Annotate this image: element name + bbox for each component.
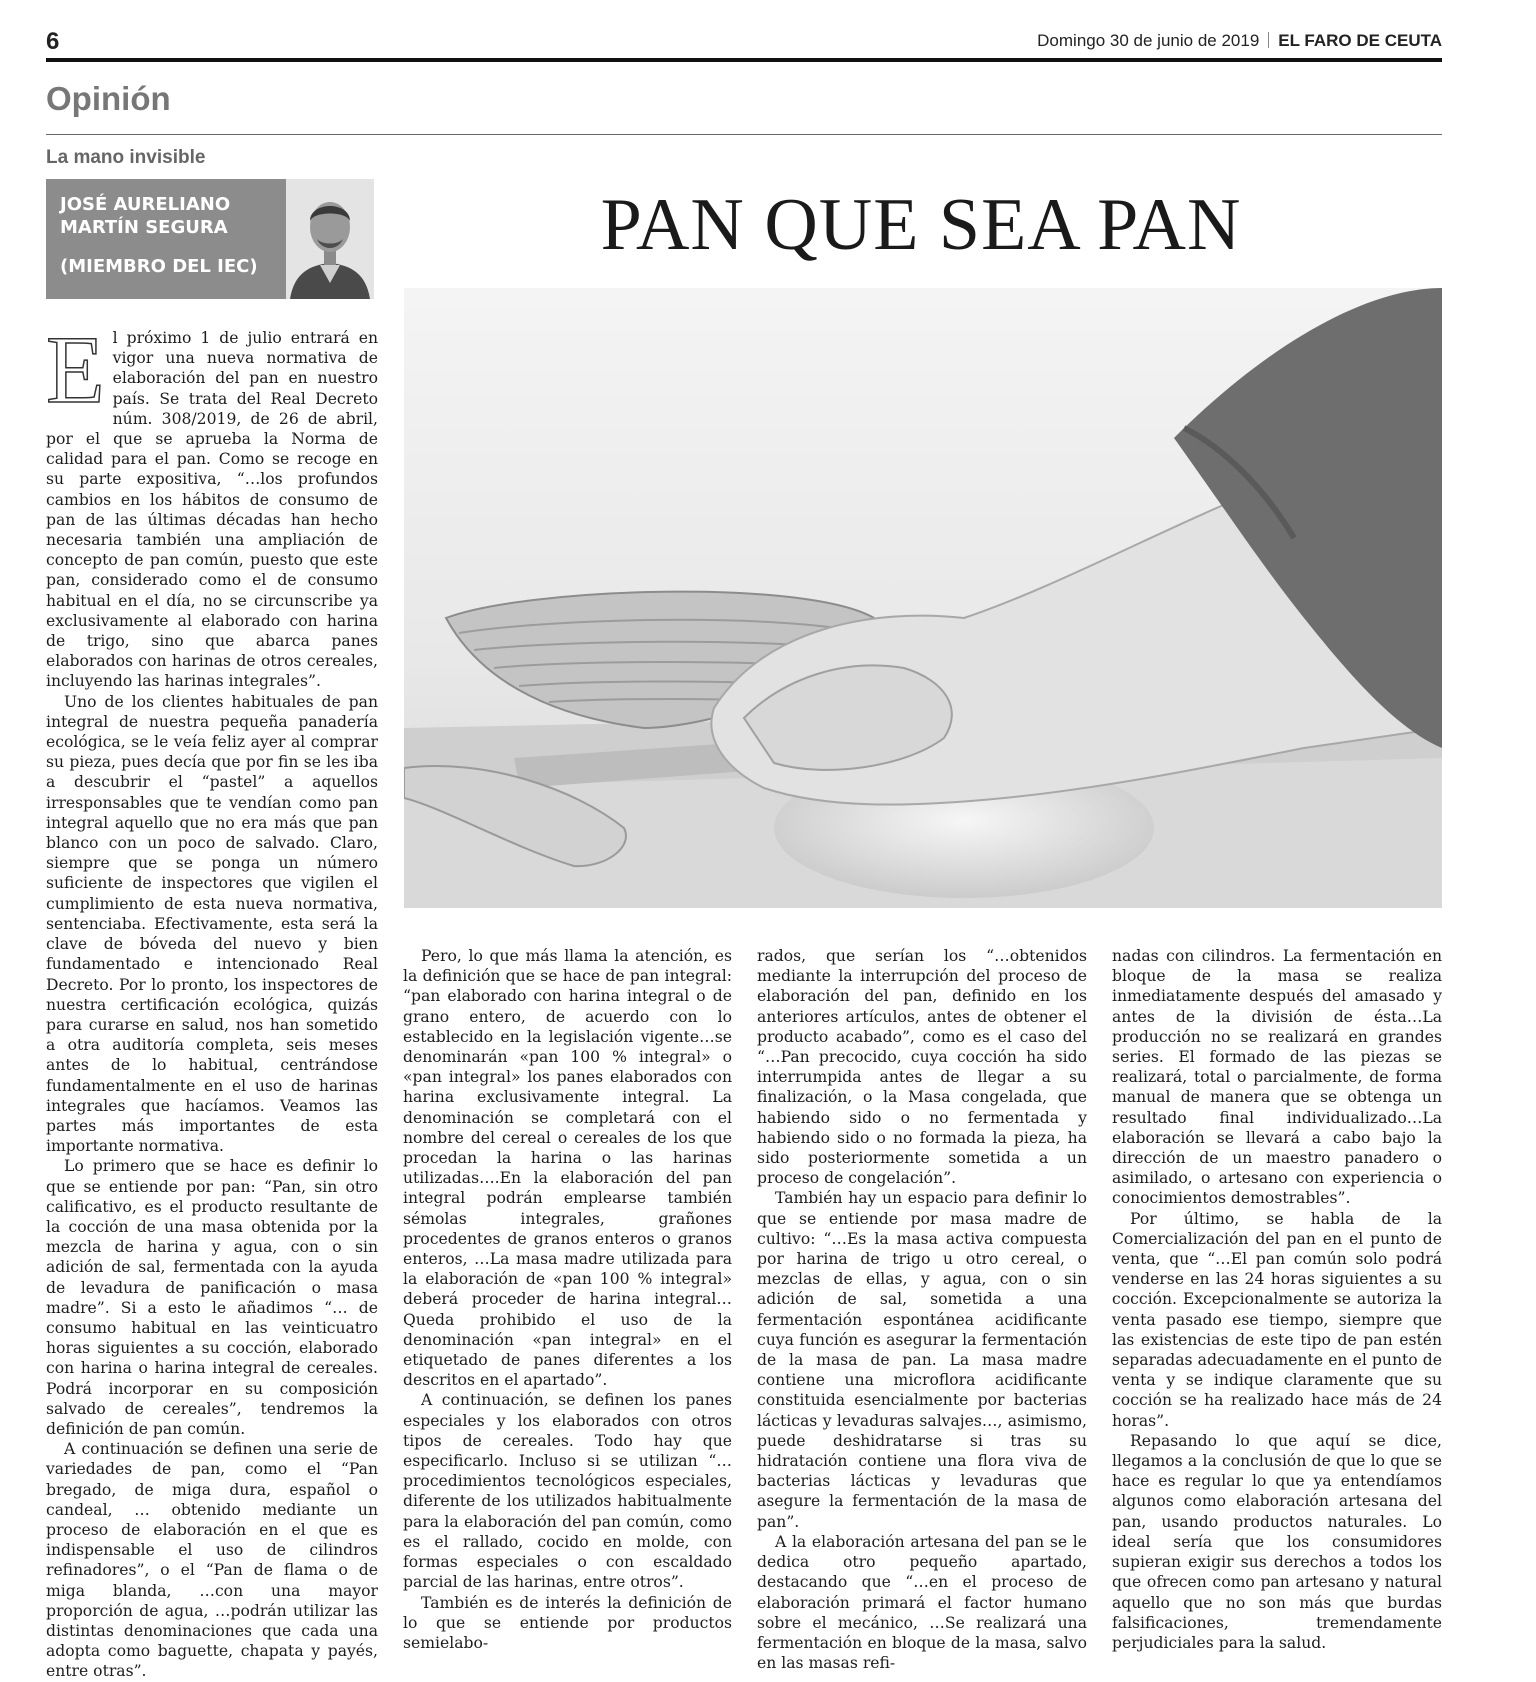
paragraph: Pero, lo que más llama la atención, es la definición que se hace de pan integral: “pan elaborado con harina integral o de grano entero, de acuerdo con lo establecido en la legislación vigente…se denominarán «pan 100 % integral» o «pan integral» los panes elaborados con harina exclusivamente integral. La denominación se completará con el nombre del cereal o cereales de los que procedan la harina o las harinas utilizadas….En la elaboración del pan integral podrán emplearse también sémolas integrales, grañones procedentes de granos enteros o granos enteros, …La masa madre utilizada para la elaboración de «pan 100 % integral» deberá proceder de harina integral…Queda prohibido el uso de la denominación «pan integral» en el etiquetado de panes diferentes a los descritos en el apartado”.: [403, 947, 732, 1390]
publication-name: EL FARO DE CEUTA: [1278, 31, 1442, 50]
issue-date: Domingo 30 de junio de 2019: [1037, 31, 1260, 50]
author-name-line1: JOSÉ AURELIANO: [60, 194, 231, 215]
paragraph: l próximo 1 de julio entrará en vigor una nueva normativa de elaboración del pan en nuestro país. Se trata del Real Decreto núm. 308/2019, de 26 de abril, por el que se aprueba la Norma de calidad para el pan. Como se recoge en su parte expositiva, “…los profundos cambios en los hábitos de consumo de pan de las últimas décadas han hecho necesaria también una ampliación de concepto de pan común, puesto que este pan, considerado como el de consumo habitual en el día, no se circunscribe ya exclusivamente al elaborado con harina de trigo, sino que abarca panes elaborados con harinas de otros cereales, incluyendo las harinas integrales”.: [46, 329, 378, 691]
paragraph: También hay un espacio para definir lo que se entiende por masa madre de cultivo: “…Es la masa activa compuesta por harina de trigo u otro cereal, o mezclas de ellas, y agua, con o sin adición de sal, sometida a una fermentación espontánea acidificante cuya función es asegurar la fermentación de la masa de pan. La masa madre contiene una microflora acidificante constituida esencialmente por bacterias lácticas y levaduras salvajes…, asimismo, puede deshidratarse si tras su hidratación contiene una flora viva de bacterias lácticas y levaduras que asegure la fermentación de la masa de pan”.: [757, 1189, 1087, 1531]
paragraph: Por último, se habla de la Comercialización del pan en el punto de venta, que “…El pan común solo podrá venderse en las 24 horas siguientes a su cocción. Excepcionalmente se autoriza la venta pasado ese tiempo, siempre que las existencias de este tipo de pan estén separadas adecuadamente en el punto de venta y se indique claramente que su cocción se ha realizado hace más de 24 horas”.: [1112, 1209, 1442, 1430]
section-title: Opinión: [46, 80, 171, 117]
paragraph: A la elaboración artesana del pan se le dedica otro pequeño apartado, destacando que “…en el proceso de elaboración primará el factor humano sobre el mecánico, …Se realizará una fermentación en bloque de la masa, salvo en las masas refi-: [757, 1532, 1087, 1673]
paragraph: Repasando lo que aquí se dice, llegamos a la conclusión de que lo que se hace es regular lo que ya entendíamos algunos como elaboración artesana del pan, usando productos naturales. Lo ideal sería que los consumidores supieran exigir sus derechos a todos los que ofrecen como pan artesano y natural aquello que no son más que burdas falsificaciones, tremendamente perjudiciales para la salud.: [1112, 1431, 1442, 1652]
top-rule: [46, 58, 1442, 62]
masthead: [1037, 31, 1442, 51]
paragraph: Uno de los clientes habituales de pan integral de nuestra pequeña panadería ecológica, se le veía feliz ayer al comprar su pieza, pues decía que por fin se les iba a descubrir el “pastel” a aquellos irresponsables que te vendían como pan integral aquello que no era más que pan blanco con un poco de salvado. Claro, siempre que se ponga un número suficiente de inspectores que vigilen el cumplimiento de esta nueva normativa, sentenciaba. Efectivamente, esta será la clave de bóveda del nuevo y bien fundamentado e intencionado Real Decreto. Por lo pronto, los inspectores de nuestra certificación ecológica, quizás para curarse en salud, nos han sometido a otra auditoría completa, seis meses antes de lo habitual, centrándose fundamentalmente en el uso de harinas integrales que hacíamos. Veamos las partes más importantes de esta importante normativa.: [46, 692, 378, 1156]
masthead-divider: [1268, 32, 1269, 48]
paragraph: A continuación, se definen los panes especiales y los elaborados con otros tipos de cereales. Todo hay que especificarlo. Incluso si se utilizan “…procedimientos tecnológicos especiales, diferente de los utilizados habitualmente para la elaboración del pan común, como es el rallado, cocido en molde, con formas especiales o con escaldado parcial de las harinas, entre otros”.: [403, 1391, 732, 1592]
article-column-3: [757, 946, 1087, 1673]
drop-cap: E: [46, 316, 105, 423]
author-name-line2: MARTÍN SEGURA: [60, 217, 228, 238]
paragraph: Lo primero que se hace es definir lo que se entiende por pan: “Pan, sin otro calificativo, es el producto resultante de la cocción de una masa obtenida por la mezcla de harina y agua, con o sin adición de sal, fermentada con la ayuda de levadura de panificación o masa madre”. Si a esto le añadimos “… de consumo habitual en las veinticuatro horas siguientes a su cocción, elaborado con harina o harina integral de cereales. Podrá incorporar en su composición salvado de cereales”, tendremos la definición de pan común.: [46, 1157, 378, 1438]
section-rule: [46, 134, 1442, 135]
article-column-4: [1112, 946, 1442, 1653]
column-name: La mano invisible: [46, 147, 206, 168]
author-affiliation: (MIEMBRO DEL IEC): [60, 256, 258, 277]
paragraph: rados, que serían los “…obtenidos mediante la interrupción del proceso de elaboración del pan, definido en los anteriores artículos, antes de obtener el producto acabado”, como es el caso del “…Pan precocido, cuya cocción ha sido interrumpida antes de llegar a su finalización, o la Masa congelada, que habiendo sido o no fermentada y habiendo sido o no formada la pieza, ha sido posteriormente sometida a un proceso de congelación”.: [757, 947, 1087, 1188]
author-byline: [60, 193, 258, 278]
paragraph: nadas con cilindros. La fermentación en bloque de la masa se realiza inmediatamente después del amasado y antes de la división de ésta…La producción no se realizará en grandes series. El formado de las piezas se realizará, total o parcialmente, de forma manual de manera que se obtenga un resultado final individualizado…La elaboración se llevará a cabo bajo la dirección de un maestro panadero o asimilado, o artesano con experiencia o conocimientos demostrables”.: [1112, 947, 1442, 1208]
kneading-dough-photo: [404, 288, 1442, 908]
article-headline: PAN QUE SEA PAN: [600, 184, 1242, 266]
paragraph: A continuación se definen una serie de variedades de pan, como el “Pan bregado, de miga dura, español o candeal, … obtenido mediante un proceso de elaboración en el que es indispensable el uso de cilindros refinadores”, o el “Pan de flama o de miga blanda, …con una mayor proporción de agua, …podrán utilizar las distintas denominaciones que cada una adopta como baguette, chapata y payés, entre otras”.: [46, 1440, 378, 1681]
paragraph: También es de interés la definición de lo que se entiende por productos semielabo-: [403, 1593, 732, 1652]
article-column-2: [403, 946, 732, 1653]
article-column-1: [46, 316, 378, 1682]
page-number: 6: [46, 28, 60, 55]
author-photo: [286, 179, 374, 299]
